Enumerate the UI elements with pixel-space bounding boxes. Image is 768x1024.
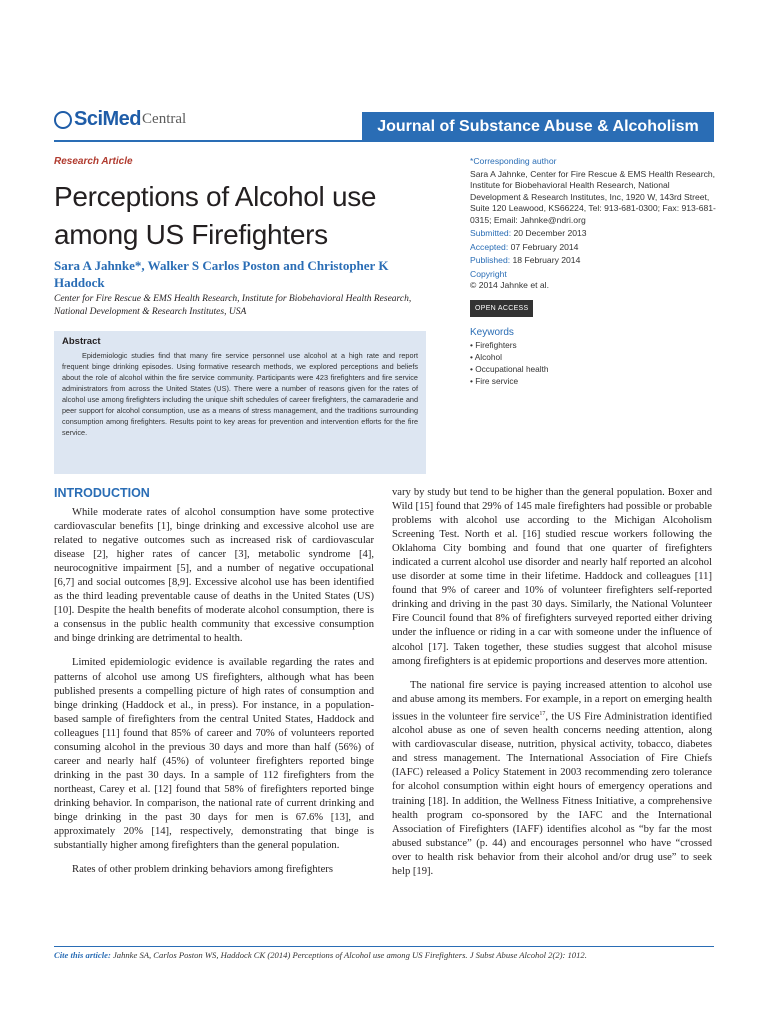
citation-footer — [54, 950, 714, 960]
abstract-text: Epidemiologic studies find that many fire service personnel use alcohol at a high rate and report frequent binge drinking episodes. Using formative research methods, we explored perceptions and beliefs about the role of alcohol within the fire service community. Participants were 423 firefighters and fire service administrators from across the United States (US). There were a number of reasons given for the rates of alcohol use among firefighters including the unique shift schedules of career firefighters, the camaraderie and peer support for alcohol consumption, use as a means of stress management, and the traditions surrounding consumption among firefighters. Results point to key areas for prevention and intervention efforts for the fire service. — [62, 351, 418, 437]
header-rule — [54, 140, 362, 142]
body-paragraph — [392, 679, 712, 879]
cite-text: Jahnke SA, Carlos Poston WS, Haddock CK (2014) Perceptions of Alcohol use among US Firefighters. J Subst Abuse Alcohol 2(2): 1012. — [112, 950, 587, 960]
copyright-label: Copyright — [470, 268, 507, 279]
introduction-heading: INTRODUCTION — [54, 486, 150, 500]
body-column-left — [54, 506, 374, 887]
logo-scimed-text: SciMed — [74, 108, 142, 130]
body-paragraph: While moderate rates of alcohol consumption have some protective cardiovascular benefits [1], binge drinking and excessive alcohol use are related to negative outcomes such as increased risk of cardiovascular disease [2], higher rates of cancer [3], metabolic syndrome [4], neurocognitive impairment [5], and a number of negative occupational [6,7] and social outcomes [8,9]. Excessive alcohol use has been identified as the third leading preventable cause of deaths in the United States (US) [10]. Despite the health benefits of moderate alcohol consumption, there is a consensus in the public health community that excessive consumption and binge drinking are detrimental to health. — [54, 507, 374, 645]
abstract-heading: Abstract — [62, 336, 101, 347]
open-access-badge: OPEN ACCESS — [470, 300, 533, 318]
keywords-heading: Keywords — [470, 327, 514, 338]
body-paragraph: Limited epidemiologic evidence is available regarding the rates and patterns of alcohol use among US firefighters, although what has been published presents a compelling picture of high rates of consumption and binge drinking (Haddock et al., in press). For instance, in a population-based sample of firefighters from the central United States, Haddock and colleagues [11] found that 85% of career and 70% of volunteers reported consuming alcohol in the previous 30 days and more than half (56%) of career and nearly half (45%) of volunteer firefighters reported binge drinking in the past 30 days. In a sample of 112 firefighters from the northeast, Carey et al. [12] found that 58% of firefighters reported binge drinking behavior. In comparison, the national rate of current drinking and binge drinking in the past 30 days for men is 67.6% [13], and approximately 20% [14], respectively, demonstrating that binge is substantially higher among firefighters than the general population. — [54, 657, 374, 852]
published-label: Published: — [470, 255, 511, 265]
article-info-sidebar — [470, 156, 718, 388]
keyword-item: • Fire service — [470, 376, 519, 387]
keyword-item: • Firefighters — [470, 339, 517, 350]
corresponding-author-details: Sara A Jahnke, Center for Fire Rescue & EMS Health Research, Institute for Biobehavioral Health Research, National Development & Research Institutes, Inc, 1920 W, 143rd Street, Suite 120 Leawood, KS66224, Tel: 913-681-0300; Fax: 913-681-0315; Email: Jahnke@ndri.org — [470, 168, 716, 225]
body-paragraph: vary by study but tend to be higher than the general population. Boxer and Wild [15] found that 29% of 145 male firefighters had possible or probable problems with alcohol use according to the Michigan Alcoholism Screening Test. North et al. [16] studied rescue workers following the Oklahoma City bombing and found that one quarter of firefighters indicated a current alcohol use disorder and nearly half reported an alcohol use disorder at some time in their lifetime. Haddock and colleagues [11] found that 9% of career and 10% of volunteer firefighters self-reported drinking and driving in the past 30 days. Similarly, the National Volunteer Fire Council found that 8% of firefighters surveyed reported either driving under the influence or riding in a car with someone under the influence of alcohol [17]. Taken together, these studies suggest that alcohol misuse among firefighters is at epidemic proportions and deserves more attention. — [392, 487, 712, 667]
body-paragraph: Rates of other problem drinking behaviors among firefighters — [72, 864, 333, 876]
article-title: Perceptions of Alcohol use among US Firefighters — [54, 181, 377, 250]
footer-rule — [54, 946, 714, 947]
submitted-label: Submitted: — [470, 228, 512, 238]
scimedcentral-logo — [54, 108, 186, 131]
keyword-item: • Occupational health — [470, 364, 549, 375]
submitted-date: 20 December 2013 — [513, 228, 587, 238]
corresponding-author-label: *Corresponding author — [470, 156, 557, 166]
logo-central-text: Central — [142, 111, 187, 127]
citation-superscript: 17 — [539, 710, 546, 717]
journal-title-bar: Journal of Substance Abuse & Alcoholism — [362, 112, 714, 142]
author-affiliation: Center for Fire Rescue & EMS Health Research, Institute for Biobehavioral Health Research, National Development & Research Institutes, USA — [54, 294, 412, 317]
body-text: , the US Fire Administration identified alcohol abuse as one of seven health concerns needing attention, along with cardiovascular disease, nutrition, physical activity, tobacco, diabetes and stress management. The International Association of Fire Chiefs (IAFC) released a Policy Statement in 2003 recommending zero tolerance for alcohol consumption within eight hours of emergency operations and training [18]. In addition, the Wellness Fitness Initiative, a comprehensive health program co-sponsored by the IAFC and the International Association of Firefighters (IAFF) identifies alcohol as “by far the most abused substance” (p. 44) and encourages personnel who have “crossed over to health risk behavior from their alcohol and/or drug use” to seek help [19]. — [392, 711, 712, 877]
published-row — [470, 255, 718, 267]
keyword-item: • Alcohol — [470, 351, 502, 362]
accepted-label: Accepted: — [470, 241, 509, 252]
logo-circle-icon — [54, 111, 72, 129]
cite-label: Cite this article: — [54, 950, 111, 960]
accepted-row — [470, 242, 718, 254]
abstract-box — [54, 331, 426, 474]
copyright-text: © 2014 Jahnke et al. — [470, 280, 549, 290]
submitted-row — [470, 228, 718, 240]
article-authors: Sara A Jahnke*, Walker S Carlos Poston and Christopher K Haddock — [54, 258, 389, 290]
body-column-right — [392, 486, 712, 889]
published-date: 18 February 2014 — [512, 255, 581, 265]
accepted-date: 07 February 2014 — [510, 241, 579, 252]
article-type: Research Article — [54, 156, 133, 167]
body-text: The national fire service is paying increased attention to alcohol use and abuse among its members. For example, in a report on emerging health issues in the volunteer fire service — [392, 679, 712, 723]
